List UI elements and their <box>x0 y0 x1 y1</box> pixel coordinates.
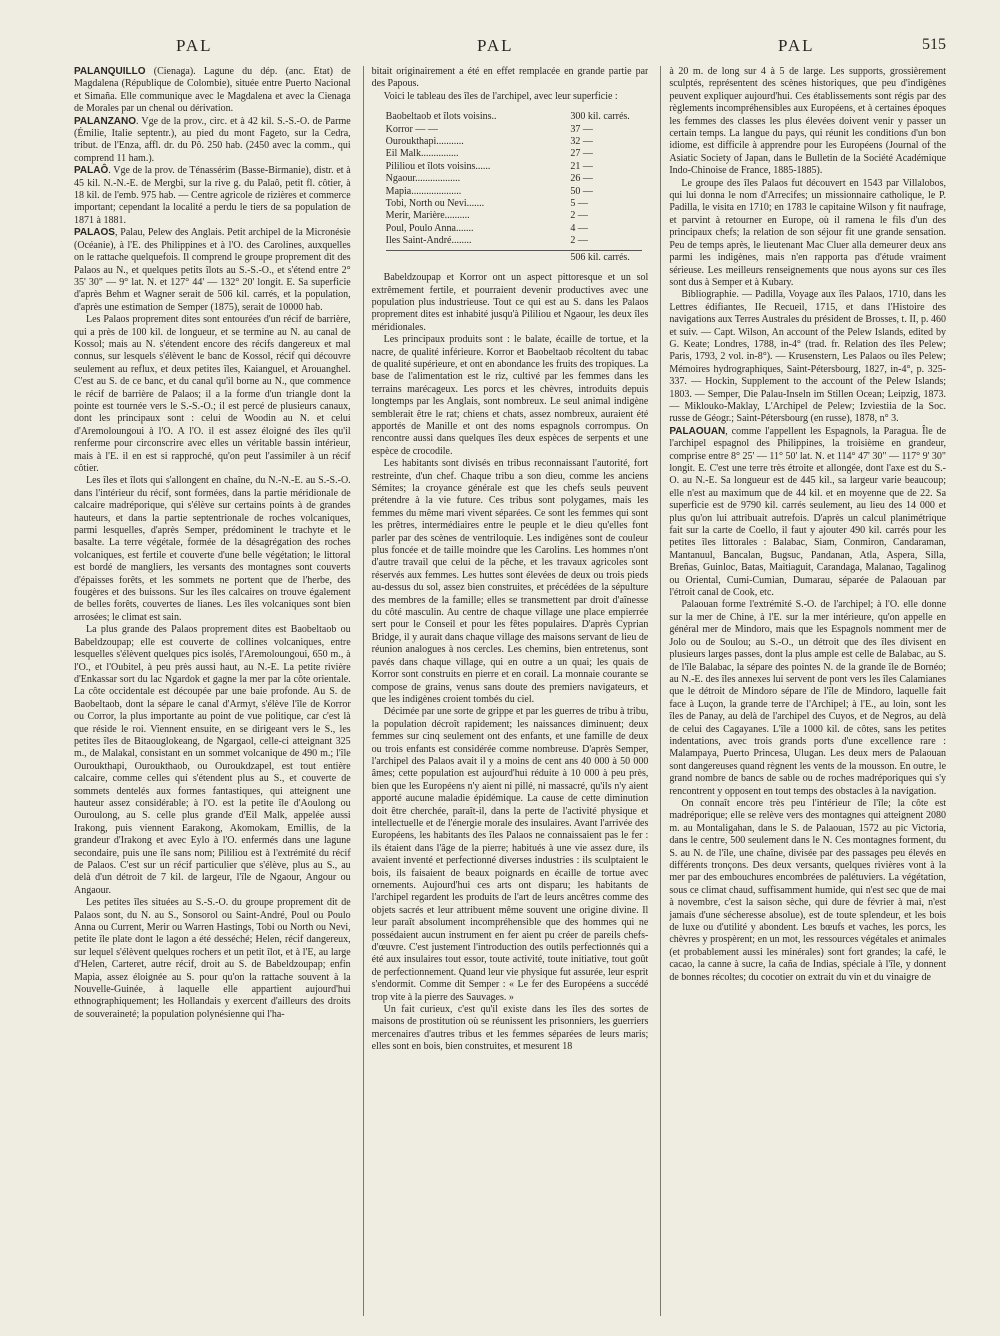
paragraph: Les îles et îlots qui s'allongent en chaîne, du N.-N.-E. au S.-S.-O. dans l'intérieur du récif, sont formées, dans la partie méridionale de calcaire madréporique, qui s'élève sur certains points à de grandes hauteurs, et dans la partie septentrionale de roches volcaniques, parmi lesquelles, d'après Semper, prédominent le trachyte et le basalte. La terre végétale, formée de la désagrégation des roches volcaniques, est fertile et couverte d'une belle végétation; le littoral est bordé de mangliers, les versants des montagnes sont couverts d'épaisses forêts, et les sommets ne portent que de l'herbe, des fougères et des buissons. Sur les îles calcaires on trouve également de belles forêts, couvertes de lianes. Les îles volcaniques sont bien arrosées; le climat est sain. <box>74 475 351 623</box>
table-total <box>386 250 643 264</box>
island-name: Korror — — <box>385 123 438 135</box>
paragraph: Les Palaos proprement dites sont entourées d'un récif de barrière, qui a près de 100 kil. de longueur, et se termine au N. au canal de Kossol; mais au N. s'étendent encore des récifs dangereux et mal connus, sur lesquels s'élèvent le banc de Kossol, récif qui découvre seulement au reflux, et deux petites îles, Kaianguel, et Arouanghel. C'est au S. de ce banc, et du canal qu'il borne au N., que commence le récif de barrière de Palaos; il a la forme d'un triangle dont la pointe est tournée vers le S.-S.-O.; il est percé de plusieurs canaux, dont les principaux sont : celui de Woodin au N. et celui d'Aremoloungoui à l'O. A l'O. il est assez éloigné des îles qu'il renferme pour circonscrire avec elles un véritable bassin intérieur, mais à l'E. il en est si rapproché, qu'on peut l'assimiler à un récif côtier. <box>74 314 351 474</box>
paragraph: On connaît encore très peu l'intérieur de l'île; la côte est madréporique; elle se relève vers des montagnes qui atteignent 2080 m. au Montaligahan, dans le S. de Palaouan, 1572 au pic Victoria, dans le centre, 500 seulement dans le N. Ces montagnes forment, du S. au N. de l'île, une chaîne, divisée par des passages peu élevés en différents tronçons. Des deux versants, quelques rivières vont à la mer par des embouchures encombrées de palétuviers. La végétation, sous ce climat chaud, suffisamment humide, qui n'est sec que de mai à novembre, c'est la saison sèche, qui dure de février à mai, n'est jamais d'une sécheresse absolue), est de toute splendeur, et les bois de luxe ou d'utilité y abondent. Les bœufs et vaches, les porcs, les chèvres y prospèrent; en un mot, les ressources végétales et animales (et probablement aussi les minérales) sont fort grandes; la café, le cacao, la canne à sucre, la caña de Indias, spéciale à l'île, y donnent de bonnes récoltes; du cocotier on extrait du vin et du vinaigre de <box>669 797 947 983</box>
column-2 <box>363 66 649 1316</box>
entry-palaos <box>74 227 351 314</box>
paragraph: à 20 m. de long sur 4 à 5 de large. Les supports, grossièrement sculptés, représentent des scènes historiques, que peu d'indigènes peuvent expliquer aujourd'hui. Ces établissements sont régis par des règlements incompréhensibles aux Européens, et à certaines époques les femmes des classes les plus élevées doivent venir y passer un certain temps. La langue du pays, qui réunit les conditions d'un bon idiome, est difficile à apprendre pour les Européens (Journal of the Asiatic Society of Japan, dans le Bulletin de la Société Académique Indo-Chinoise de France, 1885-1885). <box>669 66 947 177</box>
island-area: 21 — <box>570 160 593 172</box>
paragraph: Palaouan forme l'extrémité S.-O. de l'archipel; à l'O. elle donne sur la mer de Chine, à l'E. sur la mer intérieure, qu'on appelle en général mer de Mindoro, mais que les Espagnols nomment mer de Jolo ou de Soulou; au S.-O., un détroit que des îles divisent en plusieurs larges passes, dont la plus ample est celle de Balabac, au S. de l'île Balabac, la sépare des pointes N. de la grande île de Bornéo; au N.-E. des îles annexes lui servent de pont vers les îles Calamianes que le détroit de Mindoro sépare de l'île de Mindoro, laquelle fait face à Luçon, la grande terre de l'Archipel; à l'E., au loin, sont les îles de Panay, au delà de l'archipel des Cuyos, et de Negros, au delà de celui des Cagayanes. L'île a 1000 kil. de côtes, sans les petites indentations, avec trois grands ports d'une excellence rare : Malampaya, Puerto Princesa, Ulugan. Les deux mers de Palaouan sont dangereuses quand règnent les vents de la mousson. En outre, le grand nombre de bancs de sable ou de roches madréporiques qui s'y rencontrent y opposent en tout temps des obstacles à la navigation. <box>669 599 947 797</box>
island-name: Ouroukthapi........... <box>385 136 464 148</box>
entry-term: PALANQUILLO <box>74 66 146 77</box>
paragraph: Le groupe des îles Palaos fut découvert en 1543 par Villalobos, qui lui donna le nom d'Arrecifes; un missionnaire catholique, le P. Padilla, le visita en 1710; en 1783 le capitaine Wilson y fit naufrage, et parvint à retourner en Europe, où il ramena le fils d'un des principaux chefs; la relation de son séjour fit une grande sensation. Peu de temps après, le lieutenant Mac Cluer alla demeurer deux ans parmi les indigènes, mais n'en rapporta pas d'étude vraiment sérieuse. Les meilleurs renseignements que nous ayons sur ces îles sont dus à Semper et à Kubary. <box>669 177 947 288</box>
island-area: 4 — <box>570 222 588 234</box>
island-name: Pililiou et îlots voisins...... <box>385 160 491 172</box>
column-1 <box>74 66 351 1316</box>
text-columns <box>74 66 946 1316</box>
paragraph: Les principaux produits sont : le balate, écaille de tortue, et la nacre, de qualité inférieure. Korror et Baobeltaob récoltent du tabac de qualité supérieure, et ont en abondance les fruits des tropiques. La base de l'alimentation est le riz, cultivé par les femmes dans les terrains marécageux. Les porcs et les chèvres, introduits depuis longtemps par les Anglais, sont nombreux. Le seul animal indigène semblerait être le rat; chiens et chats, assez nombreux, auraient été apportés de Manille et ont des noms espagnols corrompus. On rencontre aussi dans quelques îles deux espèces de serpents et une espèce de crocodile. <box>371 334 649 457</box>
table-row <box>386 148 643 160</box>
paragraph: Les habitants sont divisés en tribus reconnaissant l'autorité, fort restreinte, d'un chef. Chaque tribu a son dieu, comme les anciens Sémites; la croyance générale est que les chefs seuls peuvent prétendre à la vie future. Ces tribus sont polygames, mais les femmes du même mari vivent séparées. Ce sont les femmes qui sont les prêtres, intermédiaires entre le peuple et le dieu qu'elles font parler par des scènes de ventriloquie. Les indigènes sont de couleur plus foncée et de taille moindre que les Carolins. Les hommes n'ont d'autre travail que celui de la pêche, et les travaux agricoles sont réservés aux femmes. Les huttes sont élevées de deux ou trois pieds au-dessus du sol, assez bien construites, et précédées de la sépulture des membres de la famille; elles se transmettent par droit d'aînesse du côté masculin. Au centre de chaque village une place empierrée sert pour le Conseil et pour les fêtes populaires. D'après Cyprian Bridge, il y aurait dans chaque village des maisons servant de lieu de réunion analogues à nos cercles. Les chemins, bien entretenus, sont pavés dans chaque village, qui en outre a un quai; les quais de Korror sont construits en pierre et en corail. La monnaie courante se compose de grains, venus sans doute des premiers navigateurs, et que les indigènes croient tombés du ciel. <box>371 458 649 705</box>
entry-text: , Palau, Pelew des Anglais. Petit archipel de la Micronésie (Océanie), à l'E. des Philippines et à l'O. des Carolines, auxquelles on le rattache quelquefois. Il comprend le groupe proprement dit des Palaos au N., et quelques petits îlots au S.-S.-O., et s'étend entre 2° 35' 30" — 9° lat. N. et 127° 44' — 132° 20' longit. E. Sa superficie d'après Behm et Wagner serait de 506 kil. carrés, et la population, d'après une estimation de Semper (1875), serait de 10000 hab. <box>74 227 351 313</box>
entry-palanzano <box>74 116 351 166</box>
entry-text: , comme l'appellent les Espagnols, la Paragua. Île de l'archipel espagnol des Philippines, la troisième en grandeur, comprise entre 8° 25' — 11° 50' lat. N. et 114° 47' 30" — 117° 9' 30" longit. E. C'est une terre très étroite et allongée, dont l'axe est du S.-O. au N.-E. Sa longueur est de 445 kil., sa largeur varie beaucoup; elle n'est au maximum que de 44 kil. et en moyenne que de 22. Sa superficie est de 9790 kil. carrés seulement, au lieu des 14 000 et plus qu'on lui attribuait autrefois. D'après un calcul planimétrique fait sur la carte de Coello, il faut y ajouter 490 kil. carrés pour les petites îles littorales : Balabac, Siam, Conmiron, Candaraman, Mantanuul, Bancalan, Bugsuc, Pandanan, Atla, Aspera, Silla, Breñas, Guinloc, Batas, Maitiaguit, Carandaga, Malanao, Tagalinog ou Oriental, Cumi-Cumian, Dumarau, séparée de Palaouan par l'étroit canal de Cook, etc. <box>669 425 947 599</box>
table-row <box>386 161 643 173</box>
table-row <box>386 173 643 185</box>
entry-text: (Cienaga). Lagune du dép. (anc. État) de Magdalena (République de Colombie), située entre Puerto Nacional et Simaña. Elle communique avec le Magdalena et avec la Cienaga de Morales par un chenal ou dérivation. <box>74 66 351 115</box>
island-area: 37 — <box>570 123 593 135</box>
island-area: 2 — <box>570 210 588 222</box>
running-header <box>72 36 946 62</box>
header-middle-headword: PAL <box>477 36 514 55</box>
island-area: 2 — <box>570 235 588 247</box>
paragraph: Un fait curieux, c'est qu'il existe dans les îles des sortes de maisons de prostitution où se réunissent les prisonniers, les guerriers mercenaires d'autres tribus et les femmes séparées de leurs maris; elles sont en bois, bien construites, et mesurent 18 <box>371 1004 649 1053</box>
paragraph: Décimée par une sorte de grippe et par les guerres de tribu à tribu, la population décroît rapidement; les naissances diminuent; deux femmes sur cinq seulement ont des enfants, et une famille de deux ou trois enfants est considérée comme nombreuse. D'après Semper, l'archipel des Palaos avait il y a moins de cent ans 40 000 à 50 000 âmes; cette population est aujourd'hui réduite à 10 000 à peu près, bien que les Européens n'y aient ni pillé, ni massacré, qu'ils n'y aient apporté aucune maladie épidémique. La cause de cette diminution doit être cherchée, paraît-il, dans la perte de l'activité physique et intellectuelle et de l'énergie morale des insulaires. Avant l'arrivée des Européens, les habitants des îles Palaos ne connaissaient pas le fer : ils étaient dans l'âge de la pierre; habitués à une vie assez dure, ils avaient inventé et perfectionné diverses industries : ils sculptaient le bois, ils faisaient de beaux poignards en écaille de tortue avec ornements. Aujourd'hui ces arts ont disparu; les habitants de l'archipel regardent les produits de l'art de leurs ancêtres comme des objets sacrés et leur attribuent même souvent une origine divine. Il leur paraît absolument incompréhensible que des hommes qui ne possédaient aucun instrument en fer aient pu créer de pareils chefs-d'œuvre. C'est justement l'introduction des outils perfectionnés qui a été aux insulaires tout essor, toute activité, toute initiative, tout goût de perfectionnement. Quand leur vie physique fut assurée, leur esprit s'endormit. Comme dit Semper : « Le fer des Européens a succédé trop vite à la pierre des Sauvages. » <box>371 706 649 1003</box>
table-row <box>386 235 643 247</box>
header-right-headword: PAL <box>778 36 815 55</box>
island-name: Tobi, North ou Nevi....... <box>385 198 485 210</box>
entry-term: PALAÔ <box>74 165 109 177</box>
table-row <box>386 136 643 148</box>
total-area: 506 kil. carrés. <box>570 251 630 263</box>
entry-text: . Vge de la prov., circ. et à 42 kil. S.-S.-O. de Parme (Émilie, Italie septentr.), au pied du mont Fageto, sur la Cedra, tribut. de l'Enza, affl. dr. du Pô. 250 hab. (2450 avec la comm., qui comprend 11 ham.). <box>74 115 351 164</box>
table-row <box>386 223 643 235</box>
entry-term: PALANZANO <box>74 115 137 127</box>
paragraph: Babeldzoupap et Korror ont un aspect pittoresque et un sol extrêmement fertile, et pourraient devenir productives avec une population plus industrieuse. Tout ce qui est au S. dans les Palaos proprement dites est inhabité jusqu'à Pililiou et Ngaour, les deux îles méridionales. <box>371 272 649 333</box>
island-area-table <box>386 111 643 264</box>
column-3 <box>660 66 946 1316</box>
entry-palanquillo <box>74 66 351 116</box>
table-row <box>386 111 643 123</box>
table-row <box>386 124 643 136</box>
bibliography: Bibliographie. — Padilla, Voyage aux îles Palaos, 1710, dans les Lettres édifiantes, IIe Recueil, 1715, et dans l'Histoire des navigations aux Terres Australes du président de Brosses, t. II, p. 460 et suiv. — Capt. Wilson, An account of the Pelew Islands, edited by G. Keate; Londres, 1788, in-4° (trad. fr. Relation des îles Pelew; Paris, 1793, 2 vol. in-8°). — Krusenstern, Les Palaos ou îles Pelew; Mémoires hydrographiques, Saint-Pétersbourg, 1827, in-4°, p. 325-337. — Hockin, Supplement to the account of the Pelew Islands; 1803. — Semper, Die Palau-Inseln im Stillen Ocean; Leipzig, 1873. — Miklouko-Maklay, L'Archipel de Pelew; Izviestiia de la Soc. russe de Géogr.; Saint-Pétersbourg (en russe), 1878, n° 3. <box>669 289 947 425</box>
island-name: Baobeltaob et îlots voisins.. <box>385 111 497 123</box>
island-name: Eil Malk............... <box>385 148 459 160</box>
island-area: 300 kil. carrés. <box>570 111 630 123</box>
table-row <box>386 210 643 222</box>
island-name: Ngaour.................. <box>385 173 461 185</box>
island-name: Poul, Poulo Anna....... <box>385 222 474 234</box>
island-area: 32 — <box>570 136 593 148</box>
table-intro: Voici le tableau des îles de l'archipel, avec leur superficie : <box>383 90 618 102</box>
paragraph: La plus grande des Palaos proprement dites est Baobeltaob ou Babeldzoupap; elle est couverte de collines volcaniques, entre lesquelles s'élèvent quelques pics isolés, l'Aremoloungoui, 650 m., à l'O., et l'Oubitel, à peu près aussi haut, au N.-E. La petite rivière d'Enkassar sort du lac Ngardok et gagne la mer par la côte orientale. La côte occidentale est découpée par une baie profonde. Au S. de Baobeltaob, dont la sépare le canal d'Armyt, s'élève l'île de Korror ou Corror, la plus importante au point de vue politique, car c'est là que réside le roi. Viennent ensuite, en se dirigeant vers le S., les petites îles de Bitaouglokeang, de Ngargaol, celle-ci atteignant 325 m., de Malakal, consistant en un sommet volcanique de 490 m.; l'île Ouroukthapi, Ouroukthaob, ou Ouroukdzapel, est tout entière calcaire, comme celles qui s'étendent plus au S., et couverte de sommets dentelés aux formes fantastiques, qui atteignent une hauteur assez considérable; à l'O. est la petite île d'Aoulong ou Ouroulong, au S. celle plus grande d'Eil Malk, appelée aussi Irakong, puis viennent Earakong, Akomokam, Emillis, de la grandeur d'Irakong et avec Eylo à l'O. enfermés dans une lagune secondaire, puis une île sans nom; Pililiou est à l'extrémité du récif de Palaos. C'est sur un récif particulier que s'élève, plus au S., au delà d'un détroit de 7 kil. de largeur, l'île de Ngaour, Angour ou Angaour. <box>74 624 351 896</box>
island-area: 27 — <box>570 148 593 160</box>
entry-text: . Vge de la prov. de Ténassérim (Basse-Birmanie), distr. et à 45 kil. N.-N.-E. de Mergbi, sur la rive g. du Palaô, petit fl. côtier, à 18 kil. de l'emb. 975 hab. — Centre agricole de rizières et commerce important; cependant la localité a perdu le tiers de sa population de 1871 à 1881. <box>74 165 351 226</box>
entry-palao <box>74 165 351 227</box>
island-name: Mapia.................... <box>385 185 462 197</box>
island-name: Iles Saint-André........ <box>385 235 472 247</box>
island-area: 26 — <box>570 173 593 185</box>
island-area: 5 — <box>570 198 588 210</box>
island-area: 50 — <box>570 185 593 197</box>
header-left-headword: PAL <box>176 36 213 55</box>
entry-palaouan <box>669 426 946 600</box>
table-row <box>386 186 643 198</box>
table-row <box>386 198 643 210</box>
page-number: 515 <box>922 36 946 53</box>
island-name: Merir, Marière.......... <box>385 210 470 222</box>
paragraph: bitait originairement a été en effet remplacée en grande partie par des Papous. <box>371 66 649 90</box>
entry-term: PALAOUAN <box>669 425 726 437</box>
paragraph: Les petites îles situées au S.-S.-O. du groupe proprement dit de Palaos sont, du N. au S., Sonsorol ou Saint-André, Poul ou Poulo Anna ou Current, Merir ou Warren Hastings, Tobi ou North ou Nevi, petite île plate dont le lagon a été desséché; Helen, récif dangereux, sur lequel s'élèvent quelques rochers et un petit îlot, et à l'E, au large d'Helen, Carteret, autre récif, droit au S. de Babeldzoupap; enfin Mapia, assez éloignée au S. pour qu'on la rattache souvent à la Nouvelle-Guinée, à laquelle elle appartient aujourd'hui ethnographiquement; les Hollandais y exercent d'ailleurs des droits de souveraineté; la population polynésienne qui l'ha- <box>74 897 351 1020</box>
entry-term: PALAOS <box>74 227 115 239</box>
